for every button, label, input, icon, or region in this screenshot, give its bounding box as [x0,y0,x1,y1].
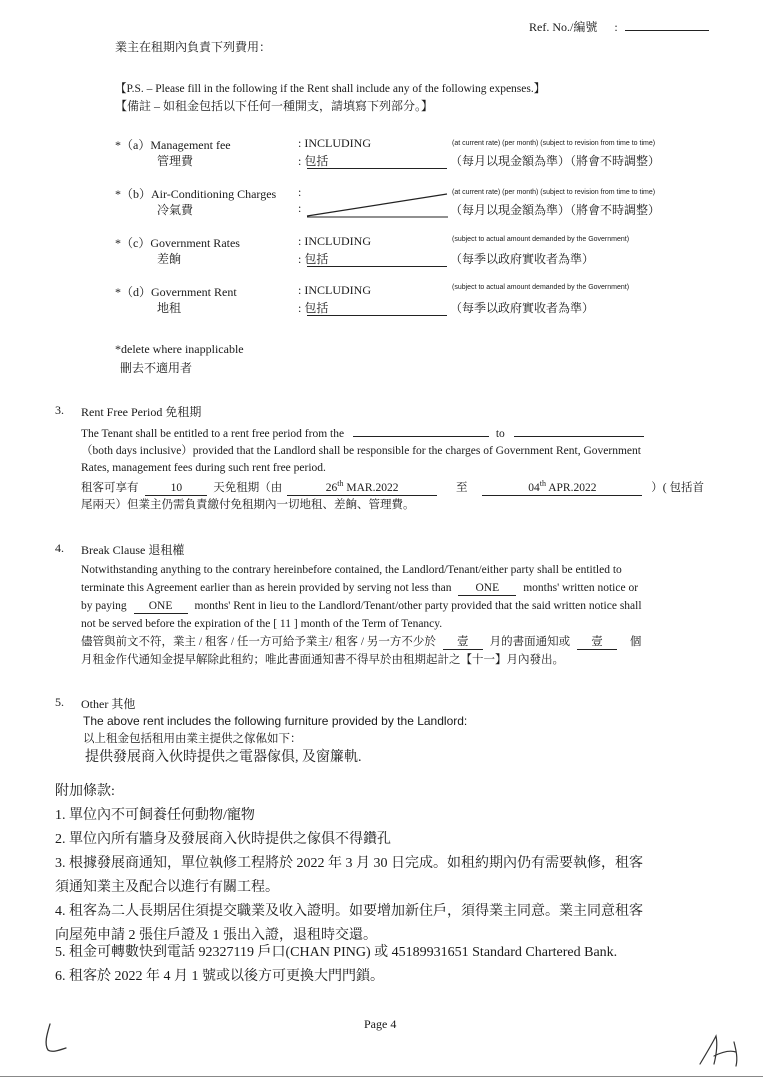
break-clause-zh-text: 月的書面通知或 [489,636,571,648]
break-clause-text: by paying [81,600,127,612]
furniture-items: 提供發展商入伙時提供之電器傢俱, 及窗簾軌. [85,750,362,765]
additional-term-3: 3. 根據發展商通知，單位執修工程將於 2022 年 3 月 30 日完成。如租約期內仍有需要執修，租客 [55,856,643,871]
break-clause-text: months' written notice or [523,582,639,594]
landlord-initial-signature [696,1028,746,1070]
expense-value-zh: : 包括 [298,252,329,266]
delete-note-en: *delete where inapplicable [115,342,244,356]
expense-note-zh: （每季以政府實收者為準） [450,252,595,266]
rent-free-days-value: 10 [145,482,207,496]
expense-note-zh: （每月以現金額為準）（將會不時調整） [450,203,661,217]
expense-label-zh: 冷氣費 [157,203,194,217]
additional-term-1: 1. 單位內不可飼養任何動物/寵物 [55,808,255,823]
expense-note-en: (subject to actual amount demanded by the Government) [452,284,630,291]
rent-free-to-label: to [495,428,505,440]
expense-value-underline [307,168,447,169]
expense-value-en: : [298,185,302,199]
furniture-included-en: The above rent includes the following furniture provided by the Landlord: [83,714,468,728]
expense-note-zh: （每月以現金額為準）（將會不時調整） [450,154,661,168]
rent-free-zh-text: 天免租期（由 [213,481,283,494]
expense-label-en: *（a）Management fee [115,138,231,152]
section-3-title: Rent Free Period 免租期 [81,405,202,419]
section-4-title: Break Clause 退租權 [81,543,185,557]
landlord-pays-heading: 業主在租期內負責下列費用： [115,40,272,54]
rent-free-to-field[interactable] [514,424,644,437]
rent-in-lieu-zh-value: 壹 [577,636,617,650]
break-clause-text: Notwithstanding anything to the contrary hereinbefore contained, the Landlord/Tenant/either party shall be entitled to [81,564,622,576]
section-4-body [81,561,711,669]
expense-value-zh: : 包括 [298,154,329,168]
section-4-number: 4. [55,541,64,555]
additional-term-5: 5. 租金可轉數快到電話 92327119 戶口(CHAN PING) 或 45189931651 Standard Chartered Bank. [55,945,618,960]
rent-free-zh-text: 至 [456,481,468,494]
expense-label-zh: 地租 [157,301,182,315]
expense-label-zh: 管理費 [157,154,194,168]
break-clause-text: not be served before the expiration of the [ 11 ] month of the Term of Tenancy. [81,618,443,630]
expense-value-en: : INCLUDING [298,283,371,297]
rent-free-text: Rates, management fees during such rent free period. [81,462,326,474]
section-3-body [81,424,711,514]
expense-note-en: (at current rate) (per month) (subject to revision from time to time) [452,140,656,147]
rent-free-zh-text: 尾兩天）但業主仍需負責繳付免租期內一切地租、差餉、管理費。 [81,498,415,511]
notice-months-value: ONE [458,582,516,596]
ps-note-zh: 【備註 – 如租金包括以下任何一種開支，請填寫下列部分。】 [115,99,434,113]
expense-value-underline [307,315,447,316]
furniture-included-zh: 以上租金包括租用由業主提供之傢俬如下： [83,733,302,745]
expense-note-en: (at current rate) (per month) (subject to revision from time to time) [452,189,656,196]
ref-number-colon: : [614,20,618,34]
rent-free-text: （both days inclusive）provided that the Landlord shall be responsible for the charges of Government Rent, Government [81,445,641,457]
additional-terms-title: 附加條款: [55,784,115,799]
break-clause-text: terminate this Agreement earlier than as herein provided by serving not less than [81,582,452,594]
section-5-number: 5. [55,695,64,709]
ref-number-label: Ref. No./編號 [529,20,598,34]
expense-note-en: (subject to actual amount demanded by the Government) [452,236,630,243]
expense-label-en: *（d）Government Rent [115,285,237,299]
ref-number-field[interactable] [625,18,709,31]
expense-value-en: : INCLUDING [298,136,371,150]
additional-term-3-cont: 須通知業主及配合以進行有關工程。 [55,880,279,895]
delete-note-zh: 刪去不適用者 [120,361,193,375]
additional-term-4: 4. 租客為二人長期居住須提交職業及收入證明。如要增加新住戶，須得業主同意。業主同意租客 [55,904,643,919]
rent-free-text: The Tenant shall be entitled to a rent free period from the [81,428,345,440]
crossed-out-strike-line [305,190,450,220]
rent-free-to-date: 04th APR.2022 [482,477,642,496]
break-clause-zh-text: 個 [629,636,642,648]
expense-value-zh: : [298,201,302,215]
expense-value-zh: : 包括 [298,301,329,315]
bottom-border-line [0,1076,763,1077]
expense-value-underline [307,266,447,267]
tenant-initial-signature [38,1020,78,1056]
break-clause-zh-text: 月租金作代通知金提早解除此租約；唯此書面通知書不得早於由租期起計之【十一】月內發出。 [81,654,564,666]
additional-term-2: 2. 單位內所有牆身及發展商入伙時提供之傢俱不得鑽孔 [55,832,391,847]
page-number: Page 4 [364,1017,397,1031]
break-clause-text: months' Rent in lieu to the Landlord/Tenant/other party provided that the said written notice shall [194,600,642,612]
ps-note-en: 【P.S. – Please fill in the following if the Rent shall include any of the following expenses.】 [115,83,546,95]
expense-label-en: *（c）Government Rates [115,236,240,250]
expense-label-en: *（b）Air-Conditioning Charges [115,187,277,201]
section-5-title: Other 其他 [81,697,136,711]
rent-free-from-field[interactable] [353,424,489,437]
rent-free-zh-text: 租客可享有 [81,481,139,494]
rent-free-from-date: 26th MAR.2022 [287,477,437,496]
rent-in-lieu-months-value: ONE [134,600,188,614]
additional-term-6: 6. 租客於 2022 年 4 月 1 號或以後方可更換大門門鎖。 [55,969,384,984]
rent-free-zh-text: ）( 包括首 [651,481,704,494]
additional-term-4-cont: 向屋苑申請 2 張住戶證及 1 張出入證，退租時交還。 [55,928,377,943]
expense-note-zh: （每季以政府實收者為準） [450,301,595,315]
expense-value-en: : INCLUDING [298,234,371,248]
notice-months-zh-value: 壹 [443,636,483,650]
break-clause-zh-text: 儘管與前文不符，業主 / 租客 / 任一方可給予業主/ 租客 / 另一方不少於 [81,636,436,648]
expense-label-zh: 差餉 [157,252,182,266]
section-3-number: 3. [55,403,64,417]
